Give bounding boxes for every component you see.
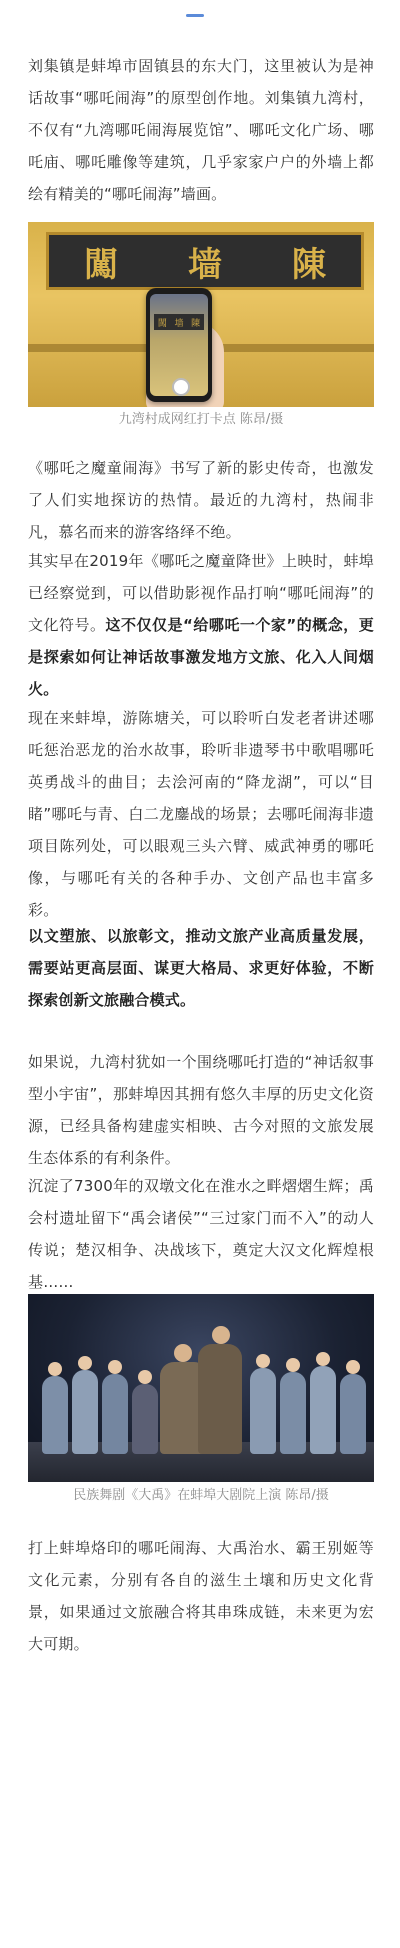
dancer-head <box>286 1358 300 1372</box>
paragraph-8: 打上蚌埠烙印的哪吒闹海、大禹治水、霸王别姬等文化元素，分别有各自的滋生土壤和历史文化背景，如果通过文旅融合将其串珠成链，未来更为宏大可期。 <box>28 1539 374 1653</box>
photo-1-caption: 九湾村成网红打卡点 陈昂/摄 <box>118 412 284 427</box>
wall-sign-char-1: 闖 <box>84 244 118 285</box>
paragraph-2: 《哪吒之魔童闹海》书写了新的影史传奇，也激发了人们实地探访的热情。最近的九湾村，热闹非凡，慕名而来的游客络绎不绝。 <box>28 459 374 541</box>
dancer <box>102 1374 128 1454</box>
phone-icon <box>146 288 212 402</box>
performer-head <box>212 1326 230 1344</box>
photo-1[interactable] <box>28 222 374 407</box>
dancer <box>280 1372 306 1454</box>
performer-head <box>174 1344 192 1362</box>
photo-2-caption: 民族舞剧《大禹》在蚌埠大剧院上演 陈昂/摄 <box>73 1488 329 1503</box>
dancer <box>340 1374 366 1454</box>
wall-sign-char-3: 陳 <box>292 244 326 285</box>
dancer <box>310 1366 336 1454</box>
phone-sign-char-2: 墙 <box>174 318 184 329</box>
paragraph-3-text: 其实早在2019年《哪吒之魔童降世》上映时，蚌埠已经察觉到，可以借助影视作品打响“哪吒闹海”的文化符号。 <box>28 552 374 634</box>
performer-yu <box>198 1344 242 1454</box>
paragraph-4: 现在来蚌埠，游陈塘关，可以聆听白发老者讲述哪吒惩治恶龙的治水故事，聆听非遗琴书中歌唱哪吒英勇战斗的曲目；去浍河南的“降龙湖”，可以“目睹”哪吒与青、白二龙鏖战的场景；去哪吒闹海非遗项目陈列处，可以眼观三头六臂、威武神勇的哪吒像，与哪吒有关的各种手办、文创产品也丰富多彩。 <box>28 709 374 919</box>
dancer-head <box>108 1360 122 1374</box>
wall-sign-board <box>46 232 364 290</box>
paragraph-3-bold: 这不仅仅是“给哪吒一个家”的概念，更是探索如何让神话故事激发地方文旅、化入人间烟火。 <box>28 616 374 698</box>
top-accent-bar <box>186 14 204 17</box>
dancer-head <box>48 1362 62 1376</box>
dancer-head <box>256 1354 270 1368</box>
wall-sign-char-2: 墙 <box>188 244 222 285</box>
paragraph-7: 沉淀了7300年的双墩文化在淮水之畔熠熠生辉；禹会村遗址留下“禹会诸侯”“三过家门而不入”的动人传说；楚汉相争、决战垓下，奠定大汉文化辉煌根基…… <box>28 1177 374 1291</box>
dancer <box>42 1376 68 1454</box>
paragraph-6: 如果说，九湾村犹如一个围绕哪吒打造的“神话叙事型小宇宙”，那蚌埠因其拥有悠久丰厚的历史文化资源，已经具备构建虚实相映、古今对照的文旅发展生态体系的有利条件。 <box>28 1053 374 1167</box>
phone-sign-char-3: 陳 <box>191 318 201 329</box>
photo-2[interactable] <box>28 1294 374 1482</box>
dancer <box>72 1370 98 1454</box>
dancer-head <box>138 1370 152 1384</box>
phone-sign-char-1: 闖 <box>157 318 167 329</box>
dancer-head <box>346 1360 360 1374</box>
paragraph-5 <box>28 920 374 1016</box>
dancer <box>250 1368 276 1454</box>
phone-screen-sign <box>154 314 204 330</box>
dancer-head <box>316 1352 330 1366</box>
dancer <box>132 1384 158 1454</box>
paragraph-5-bold: 以文塑旅、以旅彰文，推动文旅产业高质量发展，需要站更高层面、谋更大格局、求更好体验，不断探索创新文旅融合模式。 <box>28 927 374 1009</box>
paragraph-1: 刘集镇是蚌埠市固镇县的东大门，这里被认为是神话故事“哪吒闹海”的原型创作地。刘集镇九湾村，不仅有“九湾哪吒闹海展览馆”、哪吒文化广场、哪吒庙、哪吒雕像等建筑，几乎家家户户的外墙上都绘有精美的“哪吒闹海”墙画。 <box>28 57 374 203</box>
shutter-button-icon <box>172 378 190 396</box>
dancer-head <box>78 1356 92 1370</box>
paragraph-3 <box>28 545 374 705</box>
